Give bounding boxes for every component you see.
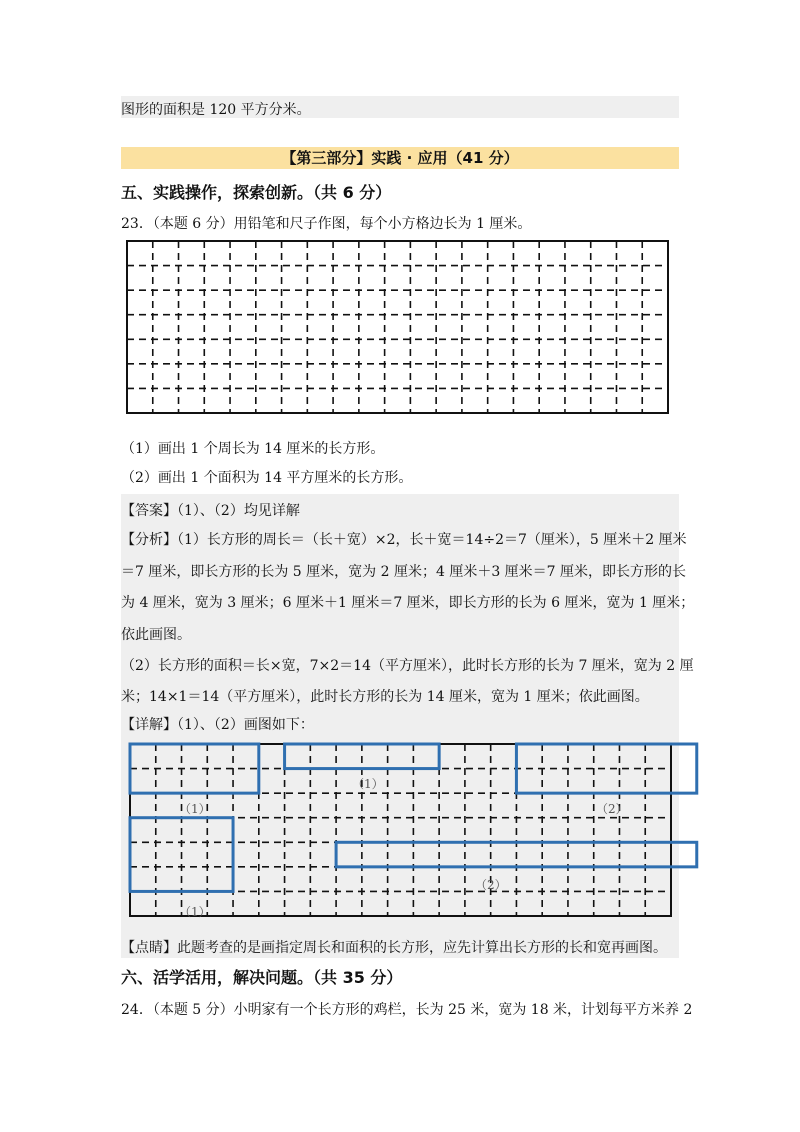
section6-heading: 六、活学活用，解决问题。（共 35 分） bbox=[121, 968, 403, 987]
comment-line: 【点睛】此题考查的是画指定周长和面积的长方形，应先计算出长方形的长和宽再画图。 bbox=[121, 940, 667, 956]
grid-border bbox=[127, 241, 668, 413]
analysis-line-1: 【分析】（1）长方形的周长＝（长＋宽）×2，长＋宽＝14÷2＝7（厘米），5 厘米＋2 厘米 bbox=[121, 532, 687, 548]
diagram-label-1a: （1） bbox=[179, 802, 211, 816]
diagram-label-1c: （1） bbox=[179, 905, 211, 919]
detail-line: 【详解】（1）、（2）画图如下： bbox=[121, 717, 314, 733]
analysis-line-6: 米；14×1＝14（平方厘米），此时长方形的长为 14 厘米，宽为 1 厘米；依此画图。 bbox=[121, 689, 649, 705]
q23-sub1: （1）画出 1 个周长为 14 厘米的长方形。 bbox=[121, 441, 385, 457]
part3-banner-text: 【第三部分】实践 · 应用（41 分） bbox=[281, 149, 519, 167]
q24-stem: 24．（本题 5 分）小明家有一个长方形的鸡栏，长为 25 米，宽为 18 米，计划每平方米养 2 bbox=[121, 1002, 693, 1018]
analysis-line-5: （2）长方形的面积＝长×宽，7×2＝14（平方厘米），此时长方形的长为 7 厘米，宽为 2 厘 bbox=[121, 658, 694, 674]
section5-heading: 五、实践操作，探索创新。（共 6 分） bbox=[121, 183, 392, 202]
top-line-text: 图形的面积是 120 平方分米。 bbox=[121, 102, 311, 118]
analysis-line-4: 依此画图。 bbox=[121, 627, 191, 643]
q23-stem: 23．（本题 6 分）用铅笔和尺子作图，每个小方格边长为 1 厘米。 bbox=[121, 216, 532, 232]
diagram-label-2b: （2） bbox=[475, 878, 507, 892]
diagram-label-1b: （1） bbox=[352, 777, 384, 791]
analysis-line-2: ＝7 厘米，即长方形的长为 5 厘米，宽为 2 厘米；4 厘米＋3 厘米＝7 厘米，即长方形的长 bbox=[121, 564, 687, 580]
diagram-label-2a: （2） bbox=[596, 802, 628, 816]
answer-line: 【答案】（1）、（2）均见详解 bbox=[121, 503, 300, 519]
q23-grid bbox=[127, 241, 668, 413]
analysis-line-3: 为 4 厘米，宽为 3 厘米；6 厘米＋1 厘米＝7 厘米，即长方形的长为 6 厘米，宽为 1 厘米； bbox=[121, 595, 695, 611]
answer-grid bbox=[130, 744, 671, 916]
q23-sub2: （2）画出 1 个面积为 14 平方厘米的长方形。 bbox=[121, 470, 413, 486]
